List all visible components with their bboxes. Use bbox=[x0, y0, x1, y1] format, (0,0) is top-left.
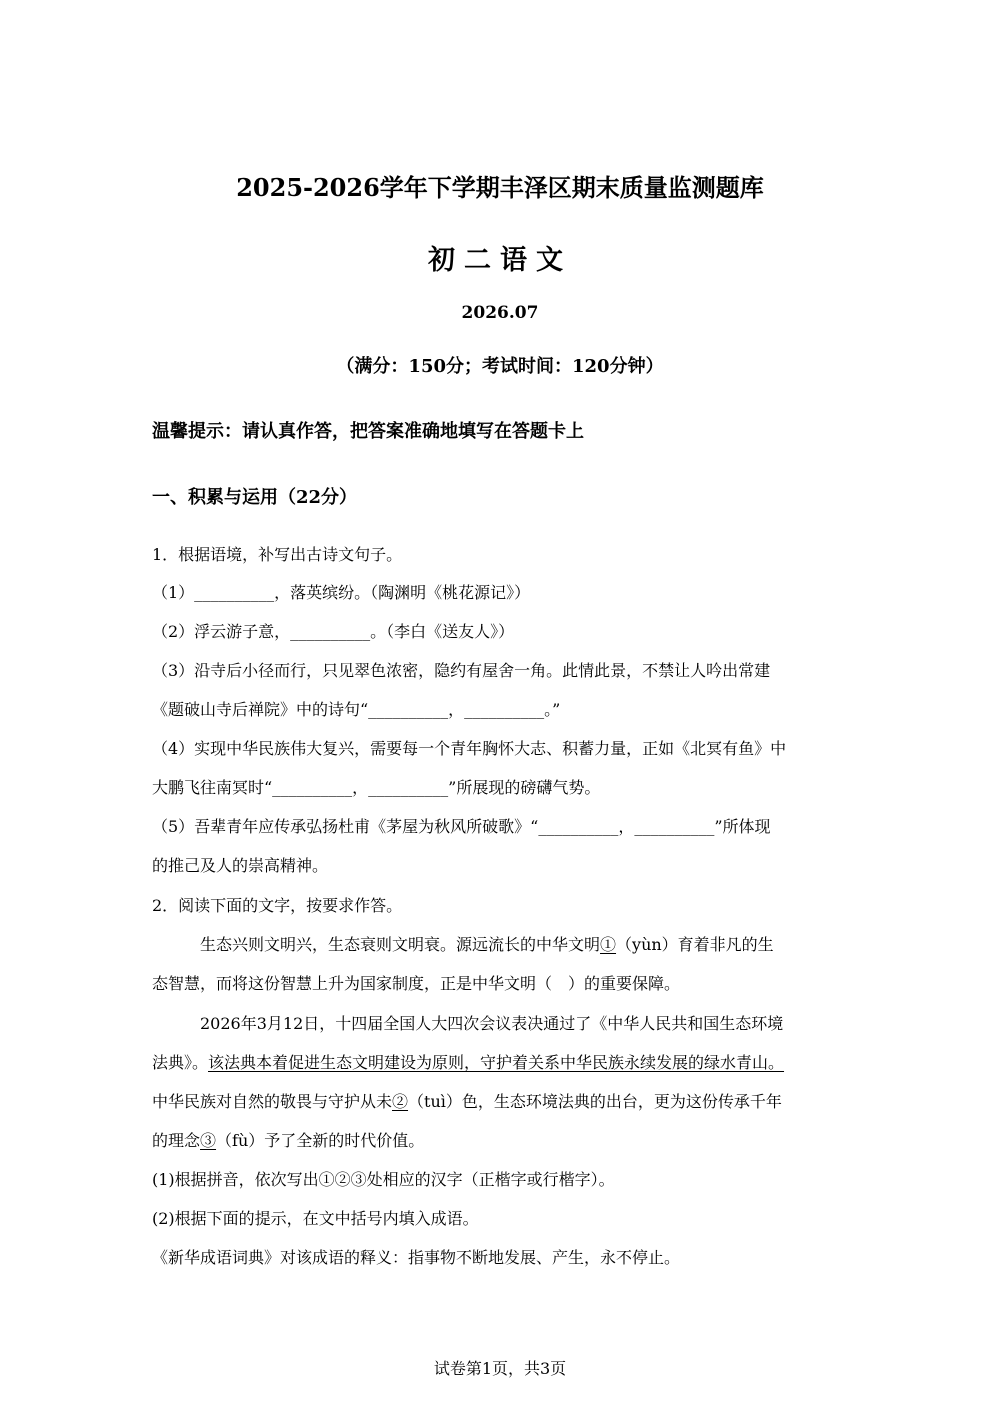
question-2-stem: 2．阅读下面的文字，按要求作答。 bbox=[152, 896, 403, 915]
section-heading: 一、积累与运用（22分） bbox=[152, 487, 358, 508]
question-1-item-5-line-1: （5）吾辈青年应传承弘扬杜甫《茅屋为秋风所破歌》“__________，__________”所体现 bbox=[152, 817, 771, 836]
question-1-item-5-line-2: 的推己及人的崇高精神。 bbox=[152, 856, 329, 875]
exam-tip: 温馨提示：请认真作答，把答案准确地填写在答题卡上 bbox=[152, 421, 584, 442]
passage-paragraph-1-line-2: 态智慧，而将这份智慧上升为国家制度，正是中华文明（ ）的重要保障。 bbox=[152, 974, 681, 993]
question-1-item-4-line-1: （4）实现中华民族伟大复兴，需要每一个青年胸怀大志、积蓄力量，正如《北冥有鱼》中 bbox=[152, 739, 787, 758]
score-info: （满分：150分；考试时间：120分钟） bbox=[336, 356, 664, 377]
passage-text: 的理念 bbox=[152, 1131, 201, 1150]
exam-date: 2026.07 bbox=[461, 303, 539, 323]
passage-paragraph-2-line-2 bbox=[152, 1052, 784, 1074]
pinyin-blank-3: ③ bbox=[200, 1131, 217, 1150]
question-1-item-3-line-2: 《题破山寺后禅院》中的诗句“__________，__________。” bbox=[152, 700, 561, 719]
passage-text: （fù）予了全新的时代价值。 bbox=[216, 1131, 425, 1150]
question-1-item-4-line-2: 大鹏飞往南冥时“__________，__________”所展现的磅礴气势。 bbox=[152, 778, 601, 797]
passage-text: 法典》。 bbox=[152, 1053, 209, 1072]
passage-text: 生态兴则文明兴，生态衰则文明衰。源远流长的中华文明 bbox=[200, 935, 601, 954]
pinyin-blank-2: ② bbox=[392, 1092, 409, 1111]
passage-text: 中华民族对自然的敬畏与守护从未 bbox=[152, 1092, 393, 1111]
passage-text: （yùn）育着非凡的生 bbox=[616, 935, 774, 954]
passage-paragraph-1-line-1 bbox=[200, 934, 774, 956]
exam-title: 2025-2026学年下学期丰泽区期末质量监测题库 bbox=[236, 173, 764, 202]
exam-subject: 初二语文 bbox=[428, 245, 572, 276]
question-1-item-3-line-1: （3）沿寺后小径而行，只见翠色浓密，隐约有屋舍一角。此情此景，不禁让人吟出常建 bbox=[152, 661, 771, 680]
question-2-sub-2: (2)根据下面的提示，在文中括号内填入成语。 bbox=[152, 1209, 479, 1228]
passage-paragraph-2-line-1: 2026年3月12日，十四届全国人大四次会议表决通过了《中华人民共和国生态环境 bbox=[200, 1014, 784, 1033]
passage-text: （tuì）色，生态环境法典的出台，更为这份传承千年 bbox=[408, 1092, 782, 1111]
question-1-stem: 1．根据语境，补写出古诗文句子。 bbox=[152, 545, 403, 564]
underlined-sentence: 该法典本着促进生态文明建设为原则，守护着关系中华民族永续发展的绿水青山。 bbox=[208, 1053, 785, 1072]
question-1-item-1: （1）__________，落英缤纷。（陶渊明《桃花源记》） bbox=[152, 583, 531, 602]
passage-paragraph-2-line-4 bbox=[152, 1130, 424, 1152]
question-1-item-2: （2）浮云游子意，__________。（李白《送友人》） bbox=[152, 622, 515, 641]
page-footer: 试卷第1页，共3页 bbox=[433, 1359, 567, 1378]
passage-paragraph-2-line-3 bbox=[152, 1091, 782, 1113]
pinyin-blank-1: ① bbox=[600, 935, 617, 954]
question-2-sub-1: (1)根据拼音，依次写出①②③处相应的汉字（正楷字或行楷字）。 bbox=[152, 1170, 615, 1189]
idiom-definition-hint: 《新华成语词典》对该成语的释义：指事物不断地发展、产生，永不停止。 bbox=[152, 1248, 681, 1267]
